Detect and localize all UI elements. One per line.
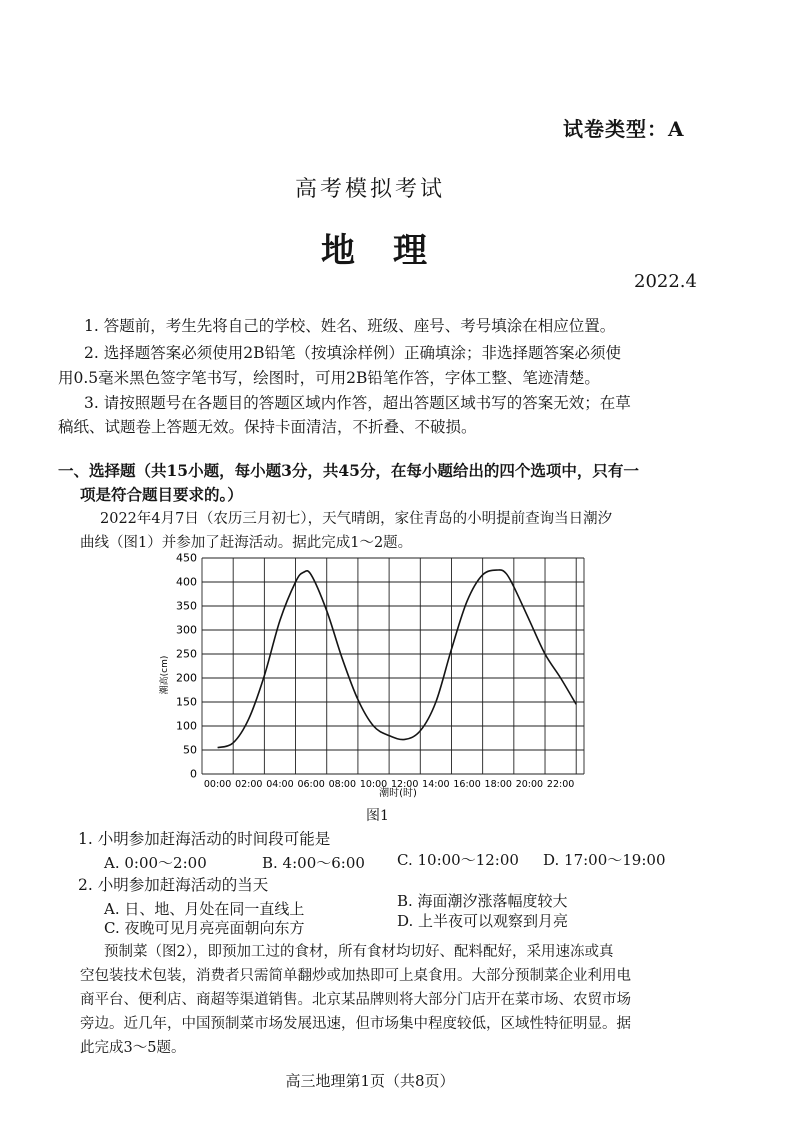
- y-tick-label: 200: [176, 671, 197, 685]
- x-tick-label: 14:00: [422, 779, 450, 790]
- page-footer: 高三地理第1页（共8页）: [285, 1072, 455, 1090]
- x-tick-label: 04:00: [266, 779, 294, 790]
- y-tick-label: 0: [190, 767, 197, 781]
- q2-option-a: A. 日、地、月处在同一直线上: [104, 900, 305, 918]
- passage1-line: 2022年4月7日（农历三月初七），天气晴朗，家住青岛的小明提前查询当日潮汐: [100, 511, 613, 527]
- y-tick-label: 50: [183, 743, 197, 757]
- exam-subtitle: 高考模拟考试: [294, 177, 445, 202]
- q1-option-d: D. 17:00～19:00: [543, 851, 666, 869]
- x-tick-label: 12:00: [390, 779, 419, 790]
- y-tick-label: 300: [176, 623, 197, 637]
- x-axis-label: 潮时(时): [379, 788, 417, 799]
- figure1-caption: 图1: [366, 808, 389, 824]
- passage2-line: 商平台、便利店、商超等渠道销售。北京某品牌则将大部分门店开在菜市场、农贸市场: [80, 992, 631, 1008]
- exam-date: 2022.4: [634, 271, 697, 292]
- x-tick-label: 22:00: [546, 779, 575, 790]
- q1-stem: 1. 小明参加赶海活动的时间段可能是: [78, 830, 331, 848]
- y-axis-ticks: [176, 552, 197, 781]
- q1-option-a: A. 0:00～2:00: [104, 854, 207, 872]
- section-heading: 一、选择题（共15小题，每小题3分，共45分，在每小题给出的四个选项中，只有一: [58, 461, 639, 480]
- passage2-line: 空包装技术包装，消费者只需简单翻炒或加热即可上桌食用。大部分预制菜企业利用电: [80, 968, 631, 984]
- y-axis-label: 潮高(cm): [160, 655, 170, 695]
- x-tick-label: 08:00: [328, 779, 357, 790]
- passage2-line: 此完成3～5题。: [80, 1040, 186, 1056]
- x-tick-label: 06:00: [297, 779, 325, 790]
- x-tick-label: 00:00: [203, 779, 232, 790]
- x-tick-label: 10:00: [359, 779, 388, 790]
- y-tick-label: 400: [176, 575, 197, 589]
- q1-option-b: B. 4:00～6:00: [262, 854, 365, 872]
- instruction-line: 用0.5毫米黑色签字笔书写，绘图时，可用2B铅笔作答，字体工整、笔迹清楚。: [58, 369, 600, 387]
- chart-grid: [202, 558, 584, 774]
- paper-type-label: 试卷类型：A: [563, 117, 685, 141]
- q2-option-c: C. 夜晚可见月亮亮面朝向东方: [104, 919, 305, 937]
- section-heading-cont: 项是符合题目要求的。）: [80, 485, 243, 504]
- y-tick-label: 250: [176, 647, 197, 661]
- q2-option-d: D. 上半夜可以观察到月亮: [397, 912, 569, 930]
- x-tick-label: 02:00: [235, 779, 263, 790]
- x-tick-label: 18:00: [484, 779, 512, 790]
- y-tick-label: 150: [176, 695, 197, 709]
- subject-title: 地 理: [321, 231, 429, 271]
- passage2-line: 预制菜（图2），即预加工过的食材，所有食材均切好、配料配好，采用速冻或真: [104, 944, 614, 960]
- instruction-line: 2. 选择题答案必须使用2B铅笔（按填涂样例）正确填涂；非选择题答案必须使: [84, 344, 621, 362]
- passage2-line: 旁边。近几年，中国预制菜市场发展迅速，但市场集中程度较低，区域性特征明显。据: [80, 1016, 631, 1032]
- y-tick-label: 100: [176, 719, 197, 733]
- x-tick-label: 16:00: [453, 779, 481, 790]
- tide-series-line: [218, 570, 577, 748]
- y-tick-label: 350: [176, 599, 197, 613]
- instruction-line: 3. 请按照题号在各题目的答题区域内作答，超出答题区域书写的答案无效；在草: [84, 394, 631, 412]
- x-tick-label: 20:00: [515, 779, 544, 790]
- y-tick-label: 450: [176, 551, 197, 565]
- instruction-line: 1. 答题前，考生先将自己的学校、姓名、班级、座号、考号填涂在相应位置。: [84, 317, 616, 335]
- q2-stem: 2. 小明参加赶海活动的当天: [78, 876, 269, 894]
- q1-option-c: C. 10:00～12:00: [397, 851, 519, 869]
- q2-option-b: B. 海面潮汐涨落幅度较大: [397, 892, 568, 910]
- passage1-line: 曲线（图1）并参加了赶海活动。据此完成1～2题。: [80, 535, 413, 551]
- tide-chart: [150, 550, 600, 800]
- instruction-line: 稿纸、试题卷上答题无效。保持卡面清洁，不折叠、不破损。: [58, 418, 477, 436]
